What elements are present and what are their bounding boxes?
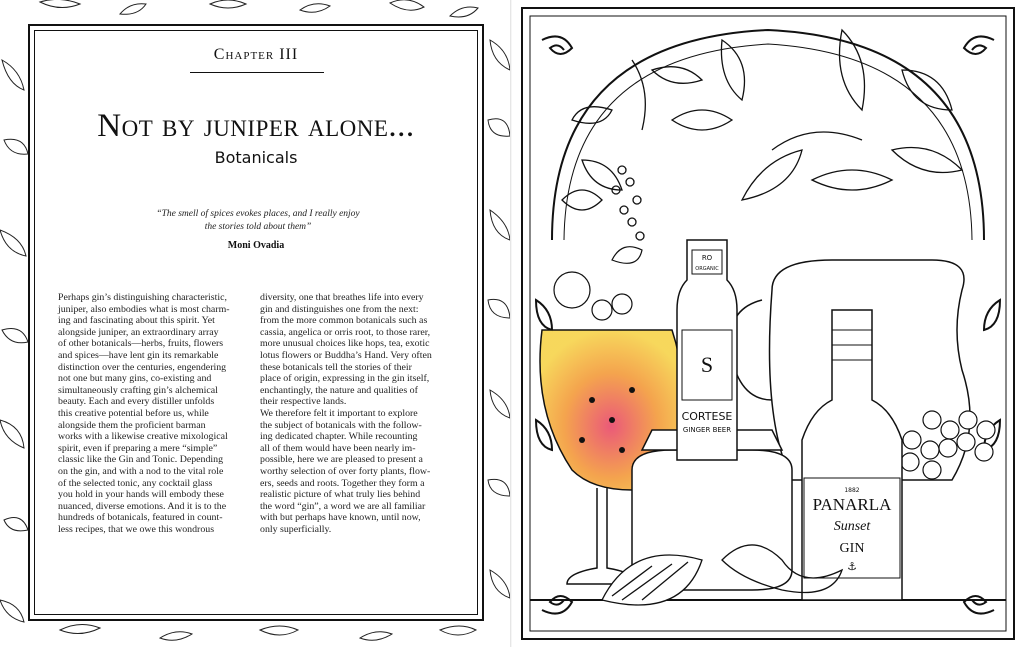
text-line: We therefore felt it important to explore [260, 407, 418, 419]
text-line: distinction over the centuries, engendering [58, 361, 227, 373]
text-panel [28, 24, 484, 621]
chapter-label: Chapter III [213, 46, 299, 63]
text-line: cassia, angelica or orris root, to those rarer, [260, 326, 431, 338]
text-line: diversity, one that breathes life into every [260, 292, 424, 303]
text-line: their respective lands. [260, 396, 347, 408]
text-line: with but perhaps have known, until now, [260, 512, 421, 524]
gin-label-sunset: Sunset [833, 519, 871, 534]
epigraph-quote [110, 208, 406, 234]
text-line: gin and distinguishes one from the next: [260, 303, 419, 315]
text-line: on the gin, and with a nod to the vital role [58, 465, 224, 477]
chapter-subtitle: Botanicals [214, 148, 298, 167]
body-column-right [260, 292, 470, 535]
quote-author: Moni Ovadia [227, 240, 285, 251]
text-line: realistic picture of what truly lies behind [260, 489, 421, 501]
anchor-icon: ⚓ [847, 560, 857, 573]
bottle-label-ginger-beer: GINGER BEER [682, 426, 732, 434]
text-line: place of origin, expressing in the gin itself, [260, 373, 430, 385]
text-line: alongside them the proficient barman [58, 419, 206, 431]
right-page-illustration [512, 0, 1024, 647]
ginger-beer-bottle [677, 240, 737, 460]
text-line: beauty. Each and every distiller unfolds [58, 396, 215, 408]
text-line: the subject of botanicals with the follow- [260, 419, 422, 431]
quote-line: the stories told about them” [204, 222, 312, 232]
text-line: you hold in your hands will embody these [58, 489, 224, 501]
text-line: only superficially. [260, 523, 332, 535]
text-line: not one but many gins, co-existing and [58, 373, 212, 385]
text-line: spirit, even if preparing a mere “simple” [58, 442, 218, 454]
bottle-brand-cortese: CORTESE [681, 410, 733, 423]
text-line: from the more common botanicals such as [260, 315, 428, 327]
chapter-rule [190, 72, 324, 73]
quote-line: “The smell of spices evokes places, and I really enjoy [156, 209, 360, 219]
bottle-monogram: S [700, 352, 714, 377]
text-line: of other botanicals—herbs, fruits, flowers [58, 338, 224, 350]
text-line: ers, seeds and roots. Together they form a [260, 477, 425, 489]
text-line: simultaneously crafting gin’s alchemical [58, 384, 218, 396]
text-line: worthy selection of over forty plants, flow- [260, 465, 431, 477]
text-line: ing and fascinating about this spirit. Yet [58, 315, 215, 327]
text-line: Perhaps gin’s distinguishing characteristic, [58, 292, 227, 303]
gin-label-year: 1882 [844, 487, 860, 494]
text-line: possible, here we are pleased to present a [260, 454, 423, 466]
chapter-title: Not by juniper alone... [97, 108, 415, 144]
gin-label-brand: PANARLA [812, 495, 892, 514]
text-line: the word “gin”, a word we are all familiar [260, 500, 426, 512]
text-line: these botanicals tell the stories of their [260, 361, 412, 373]
text-line: less recipes, that we owe this wondrous [58, 523, 215, 535]
text-line: lotus flowers or Buddha’s Hand. Very often [260, 349, 432, 361]
text-line: classic like the Gin and Tonic. Depending [58, 454, 224, 466]
text-line: enchantingly, the nature and qualities of [260, 384, 418, 396]
text-line: nuanced, diverse emotions. And it is to the [58, 500, 227, 512]
bottle-label-organic: ORGANIC [695, 266, 719, 272]
text-line: works with a likewise creative mixological [58, 431, 228, 443]
text-line: ing dedicated chapter. While recounting [260, 431, 418, 443]
gin-label-gin: GIN [839, 541, 865, 556]
text-line: this creative potential before us, while [58, 407, 209, 419]
text-line: of the selected tonic, any cocktail glass [58, 477, 213, 489]
text-line: more unusual choices like hops, tea, exotic [260, 338, 430, 350]
cocktail-illustration [512, 0, 1024, 647]
text-line: all of them would have been nearly im- [260, 442, 416, 454]
bottle-label-ro: RO [701, 254, 713, 262]
text-line: and spices—have lent gin its remarkable [58, 349, 219, 361]
text-line: juniper, also embodies what is most charm- [58, 303, 230, 315]
text-line: alongside juniper, an extraordinary array [58, 326, 219, 338]
body-column-left [58, 292, 268, 535]
text-line: hundreds of botanicals, featured in count- [58, 512, 223, 524]
botanical-leaves [562, 30, 962, 240]
